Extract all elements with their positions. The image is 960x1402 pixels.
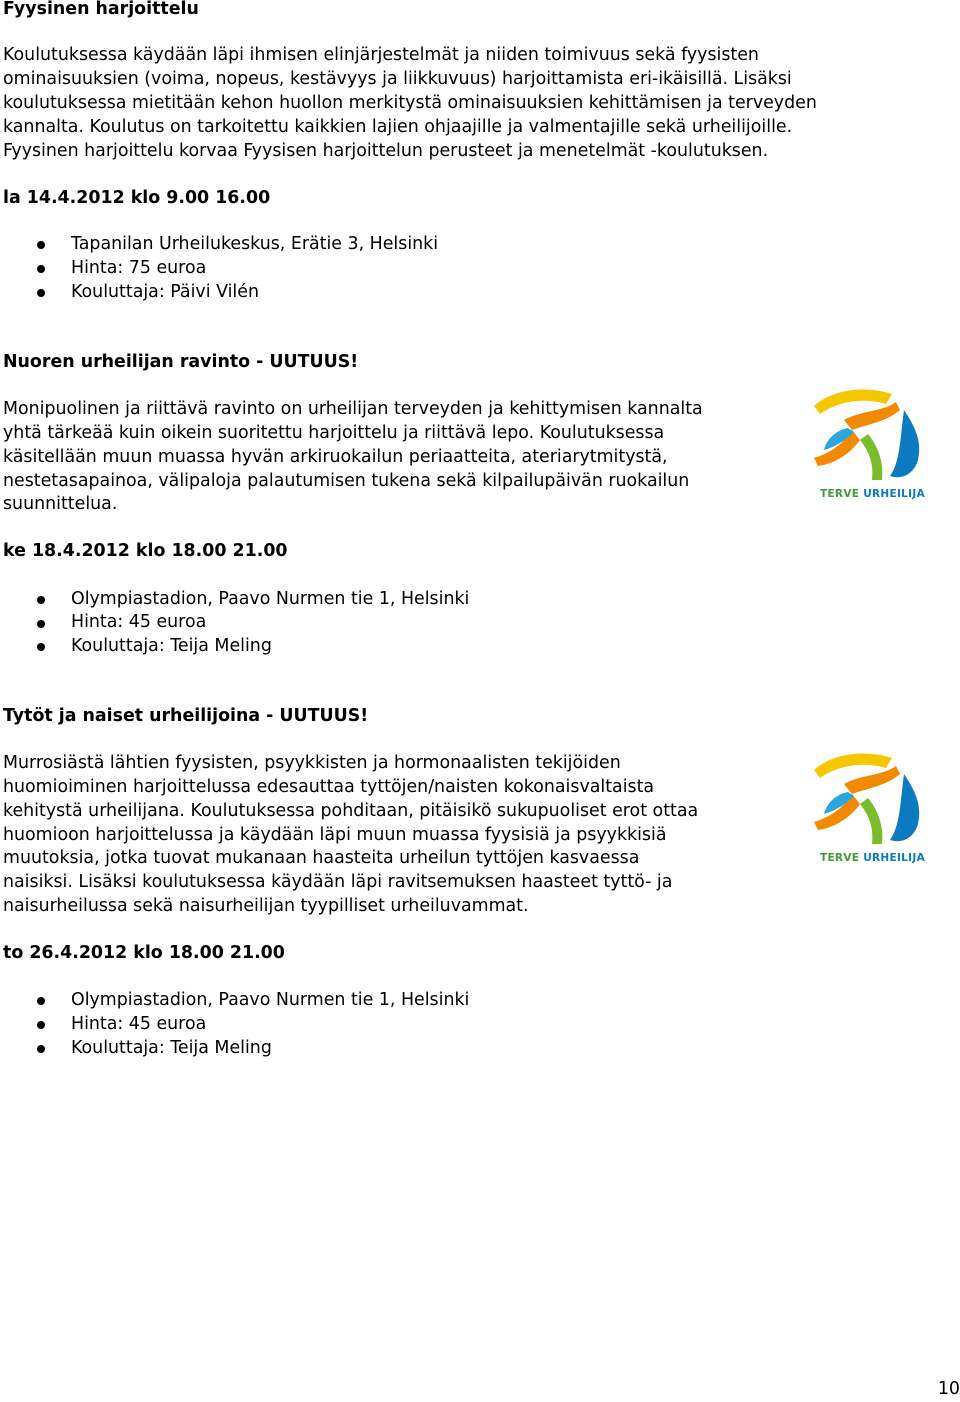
paragraph-line: Fyysinen harjoittelu korvaa Fyysisen harjoittelun perusteet ja menetelmät -koulutuksen. xyxy=(3,141,769,161)
terve-urheilija-logo xyxy=(808,384,930,514)
detail-item: Kouluttaja: Teija Meling xyxy=(71,1038,272,1058)
event-date: la 14.4.2012 klo 9.00 16.00 xyxy=(3,188,271,208)
paragraph-line: Koulutuksessa käydään läpi ihmisen elinjärjestelmät ja niiden toimivuus sekä fyysisten xyxy=(3,45,759,65)
detail-item: Tapanilan Urheilukeskus, Erätie 3, Helsinki xyxy=(71,234,439,254)
bullet-icon xyxy=(37,289,45,297)
bullet-icon xyxy=(37,997,45,1005)
event-date: to 26.4.2012 klo 18.00 21.00 xyxy=(3,943,285,963)
logo-text: TERVE URHEILIJA xyxy=(820,852,926,864)
detail-item: Olympiastadion, Paavo Nurmen tie 1, Helsinki xyxy=(71,589,470,609)
paragraph-line: käsitellään muun muassa hyvän arkiruokailun periaatteita, ateriarytmitystä, xyxy=(3,447,668,467)
bullet-icon xyxy=(37,596,45,604)
paragraph-line: nestetasapainoa, välipaloja palautumisen tukena sekä kilpailupäivän ruokailun xyxy=(3,471,690,491)
paragraph-line: muutoksia, jotka tuovat mukanaan haasteita urheilun tyttöjen kasvaessa xyxy=(3,848,640,868)
paragraph-line: naisiksi. Lisäksi koulutuksessa käydään läpi ravitsemuksen haasteet tyttö- ja xyxy=(3,872,673,892)
detail-item: Kouluttaja: Päivi Vilén xyxy=(71,282,259,302)
section-title: Fyysinen harjoittelu xyxy=(3,0,199,19)
section-title: Nuoren urheilijan ravinto - UUTUUS! xyxy=(3,352,359,372)
detail-item: Hinta: 45 euroa xyxy=(71,612,207,632)
bullet-icon xyxy=(37,1045,45,1053)
detail-item: Hinta: 75 euroa xyxy=(71,258,207,278)
paragraph-line: koulutuksessa mietitään kehon huollon merkitystä ominaisuuksien kehittämisen ja terveyden xyxy=(3,93,817,113)
paragraph-line: yhtä tärkeää kuin oikein suoritettu harjoittelu ja riittävä lepo. Koulutuksessa xyxy=(3,423,665,443)
terve-urheilija-logo-icon xyxy=(808,748,930,852)
detail-item: Kouluttaja: Teija Meling xyxy=(71,636,272,656)
bullet-icon xyxy=(37,265,45,273)
bullet-icon xyxy=(37,241,45,249)
paragraph-line: huomioiminen harjoittelussa edesauttaa tyttöjen/naisten kokonaisvaltaista xyxy=(3,777,655,797)
paragraph-line: ominaisuuksien (voima, nopeus, kestävyys ja liikkuvuus) harjoittamista eri-ikäisillä. Lisäksi xyxy=(3,69,792,89)
event-date: ke 18.4.2012 klo 18.00 21.00 xyxy=(3,541,288,561)
terve-urheilija-logo-icon xyxy=(808,384,930,488)
paragraph-line: naisurheilussa sekä naisurheilijan tyypilliset urheiluvammat. xyxy=(3,896,529,916)
detail-item: Olympiastadion, Paavo Nurmen tie 1, Helsinki xyxy=(71,990,470,1010)
paragraph-line: Murrosiästä lähtien fyysisten, psyykkisten ja hormonaalisten tekijöiden xyxy=(3,753,621,773)
paragraph-line: Monipuolinen ja riittävä ravinto on urheilijan terveyden ja kehittymisen kannalta xyxy=(3,399,703,419)
paragraph-line: huomioon harjoittelussa ja käydään läpi muun muassa fyysisiä ja psyykkisiä xyxy=(3,825,667,845)
section-title: Tytöt ja naiset urheilijoina - UUTUUS! xyxy=(3,706,369,726)
logo-text: TERVE URHEILIJA xyxy=(820,488,926,500)
paragraph-line: kehitystä urheilijana. Koulutuksessa pohditaan, pitäisikö sukupuoliset erot ottaa xyxy=(3,801,699,821)
paragraph-line: kannalta. Koulutus on tarkoitettu kaikkien lajien ohjaajille ja valmentajille sekä urheilijoille. xyxy=(3,117,793,137)
terve-urheilija-logo xyxy=(808,748,930,878)
bullet-icon xyxy=(37,1021,45,1029)
detail-item: Hinta: 45 euroa xyxy=(71,1014,207,1034)
paragraph-line: suunnittelua. xyxy=(3,494,118,514)
bullet-icon xyxy=(37,643,45,651)
page-number: 10 xyxy=(937,1379,960,1399)
bullet-icon xyxy=(37,620,45,628)
